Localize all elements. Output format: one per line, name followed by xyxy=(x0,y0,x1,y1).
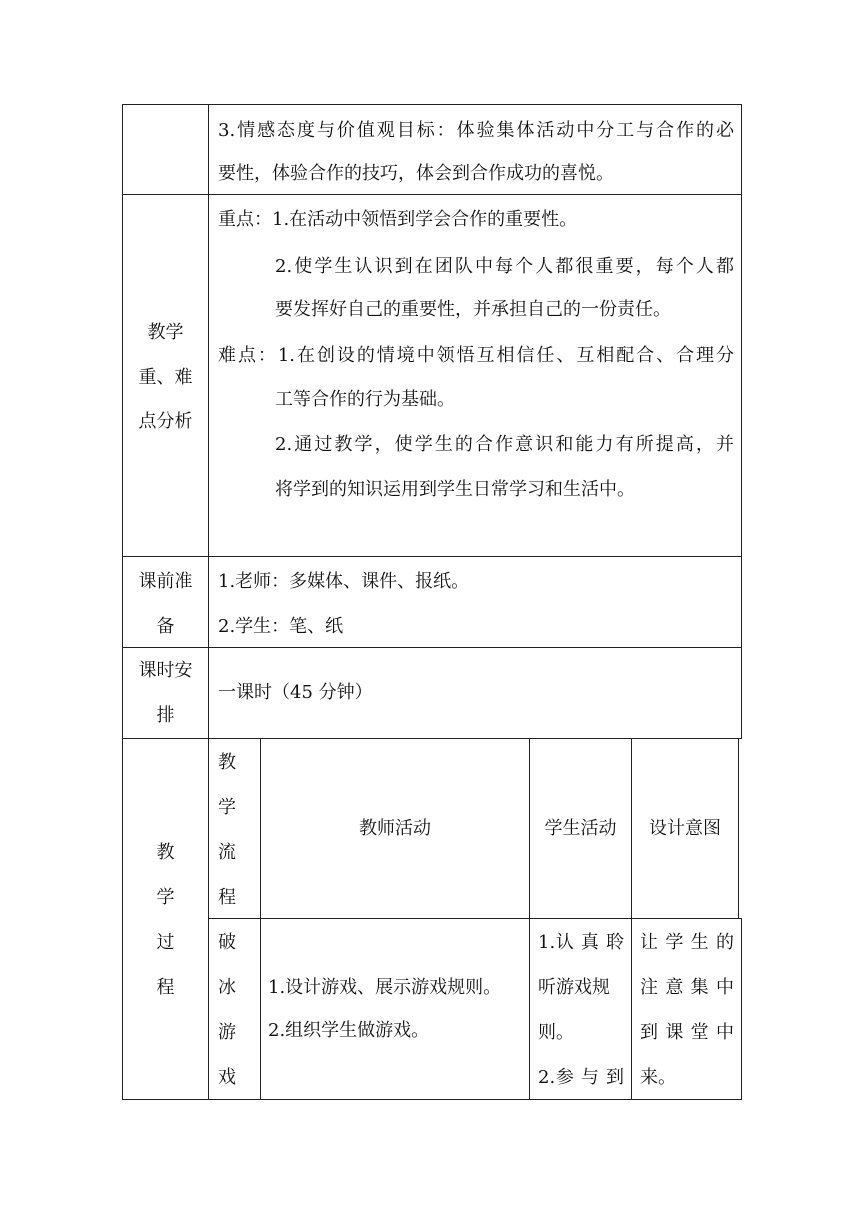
row-border xyxy=(208,918,741,919)
text-line: 让 学 生 的 xyxy=(640,932,734,953)
flow-char: 破 xyxy=(218,932,236,953)
row-border xyxy=(122,738,742,739)
text-line: 2.学生：笔、纸 xyxy=(218,616,344,637)
col-border-right xyxy=(738,738,739,918)
text-line: 工等合作的行为基础。 xyxy=(275,389,455,410)
text-line: 1.设计游戏、展示游戏规则。 xyxy=(268,977,502,998)
row-border xyxy=(122,194,742,195)
schedule-value: 一课时（45 分钟） xyxy=(218,682,373,703)
col-border xyxy=(631,738,632,1100)
header-char: 程 xyxy=(218,887,236,908)
label-char: 程 xyxy=(156,977,175,998)
text-line: 3.情感态度与价值观目标：体验集体活动中分工与合作的必 xyxy=(218,120,734,141)
col-border-right xyxy=(741,104,742,738)
row-border xyxy=(122,556,742,557)
label-line: 重、难 xyxy=(138,367,193,388)
header-design-intent: 设计意图 xyxy=(649,818,721,839)
header-teacher-activity: 教师活动 xyxy=(359,818,431,839)
label-line: 课前准 xyxy=(138,571,193,592)
header-char: 流 xyxy=(218,842,236,863)
col-border xyxy=(529,738,530,1100)
row-border-top xyxy=(122,104,742,105)
text-line: 则。 xyxy=(538,1022,574,1043)
text-line: 将学到的知识运用到学生日常学习和生活中。 xyxy=(275,479,635,500)
header-char: 学 xyxy=(218,797,236,818)
text-line: 1.老师：多媒体、课件、报纸。 xyxy=(218,571,470,592)
label-line: 备 xyxy=(156,616,175,637)
label-char: 学 xyxy=(156,887,175,908)
text-line: 2.使学生认识到在团队中每个人都很重要，每个人都 xyxy=(275,256,734,277)
text-line: 听游戏规 xyxy=(538,977,610,998)
label-char: 过 xyxy=(156,932,175,953)
row-border-bottom xyxy=(122,1099,742,1100)
row-border xyxy=(122,647,742,648)
text-line: 2.通过教学，使学生的合作意识和能力有所提高，并 xyxy=(275,434,734,455)
text-line: 2.组织学生做游戏。 xyxy=(268,1020,430,1041)
label-line: 教学 xyxy=(147,322,184,343)
header-char: 教 xyxy=(218,752,236,773)
label-line: 点分析 xyxy=(138,411,193,432)
text-line: 重点：1.在活动中领悟到学会合作的重要性。 xyxy=(218,209,578,230)
text-line: 难点：1.在创设的情境中领悟互相信任、互相配合、合理分 xyxy=(218,345,734,366)
label-line: 排 xyxy=(156,705,175,726)
flow-char: 游 xyxy=(218,1022,236,1043)
label-line: 课时安 xyxy=(138,660,193,681)
col-border-right xyxy=(741,918,742,1100)
header-student-activity: 学生活动 xyxy=(544,818,617,839)
flow-char: 冰 xyxy=(218,977,236,998)
text-line: 要发挥好自己的重要性，并承担自己的一份责任。 xyxy=(275,299,671,320)
label-char: 教 xyxy=(156,842,175,863)
text-line: 到 课 堂 中 xyxy=(640,1022,734,1043)
text-line: 注 意 集 中 xyxy=(640,977,734,998)
text-line: 2.参 与 到 xyxy=(538,1067,624,1088)
flow-char: 戏 xyxy=(218,1067,236,1088)
text-line: 要性，体验合作的技巧，体会到合作成功的喜悦。 xyxy=(218,163,614,184)
text-line: 来。 xyxy=(640,1067,676,1088)
col-border xyxy=(260,738,261,1100)
text-line: 1.认 真 聆 xyxy=(538,932,624,953)
